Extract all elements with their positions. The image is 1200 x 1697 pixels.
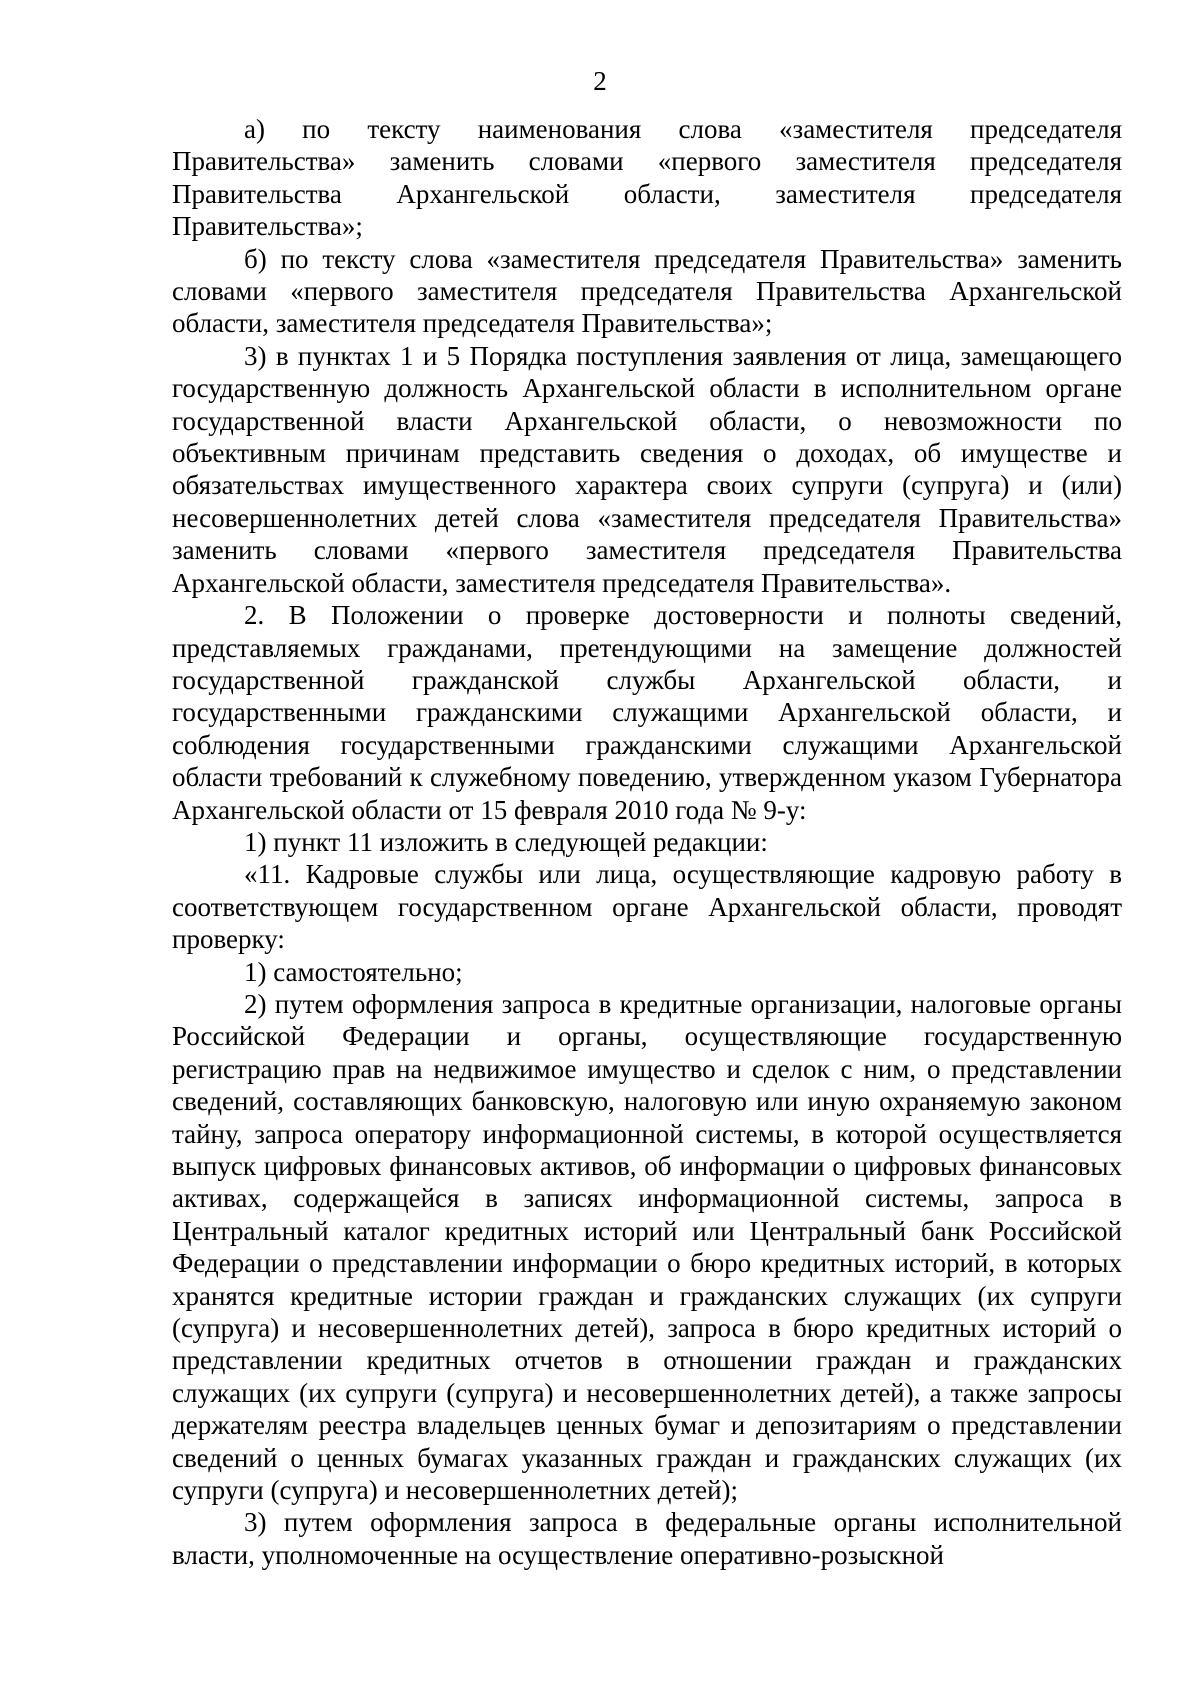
page-number: 2 [593,66,607,96]
paragraph-clause-11-item-1: 1) самостоятельно; [244,956,463,987]
paragraph-item-b: б) по тексту слова «заместителя председателя Правительства» заменить словами «первого заместителя председателя Правительства Архангельской области, заместителя председателя Правительства»; [172,243,1122,339]
paragraph-item-a: а) по тексту наименования слова «заместителя председателя Правительства» заменить словами «первого заместителя председателя Правительства Архангельской области, заместителя председателя Правительства»; [172,114,1122,242]
paragraph-clause-11-intro: «11. Кадровые службы или лица, осуществляющие кадровую работу в соответствующем государственном органе Архангельской области, проводят проверку: [172,859,1122,955]
paragraph-item-1-clause-11: 1) пункт 11 изложить в следующей редакции: [244,826,768,857]
paragraph-section-2: 2. В Положении о проверке достоверности и полноты сведений, представляемых гражданами, претендующими на замещение должностей государственной гражданской службы Архангельской области, и государственными гражданскими служащими Архангельской области, и соблюдения государственными гражданскими служащими Архангельской области требований к служебному поведению, утвержденном указом Губернатора Архангельской области от 15 февраля 2010 года № 9-у: [172,600,1122,825]
paragraph-clause-11-item-3: 3) путем оформления запроса в федеральные органы исполнительной власти, уполномоченные на осуществление оперативно-розыскной [172,1507,1122,1570]
paragraph-item-3-procedure: 3) в пунктах 1 и 5 Порядка поступления заявления от лица, замещающего государственную должность Архангельской области в исполнительном органе государственной власти Архангельской области, о невозможности по объективным причинам представить сведения о доходах, об имуществе и обязательствах имущественного характера своих супруги (супруга) и (или) несовершеннолетних детей слова «заместителя председателя Правительства» заменить словами «первого заместителя председателя Правительства Архангельской области, заместителя председателя Правительства». [172,340,1122,598]
paragraph-clause-11-item-2: 2) путем оформления запроса в кредитные организации, налоговые органы Российской Федерации и органы, осуществляющие государственную регистрацию прав на недвижимое имущество и сделок с ним, о представлении сведений, составляющих банковскую, налоговую или иную охраняемую законом тайну, запроса оператору информационной системы, в которой осуществляется выпуск цифровых финансовых активов, об информации о цифровых финансовых активах, содержащейся в записях информационной системы, запроса в Центральный каталог кредитных историй или Центральный банк Российской Федерации о представлении информации о бюро кредитных историй, в которых хранятся кредитные истории граждан и гражданских служащих (их супруги (супруга) и несовершеннолетних детей), запроса в бюро кредитных историй о представлении кредитных отчетов в отношении граждан и гражданских служащих (их супруги (супруга) и несовершеннолетних детей), а также запросы держателям реестра владельцев ценных бумаг и депозитариям о представлении сведений о ценных бумагах указанных граждан и гражданских служащих (их супруги (супруга) и несовершеннолетних детей); [172,988,1122,1506]
document-body [172,113,1122,1571]
